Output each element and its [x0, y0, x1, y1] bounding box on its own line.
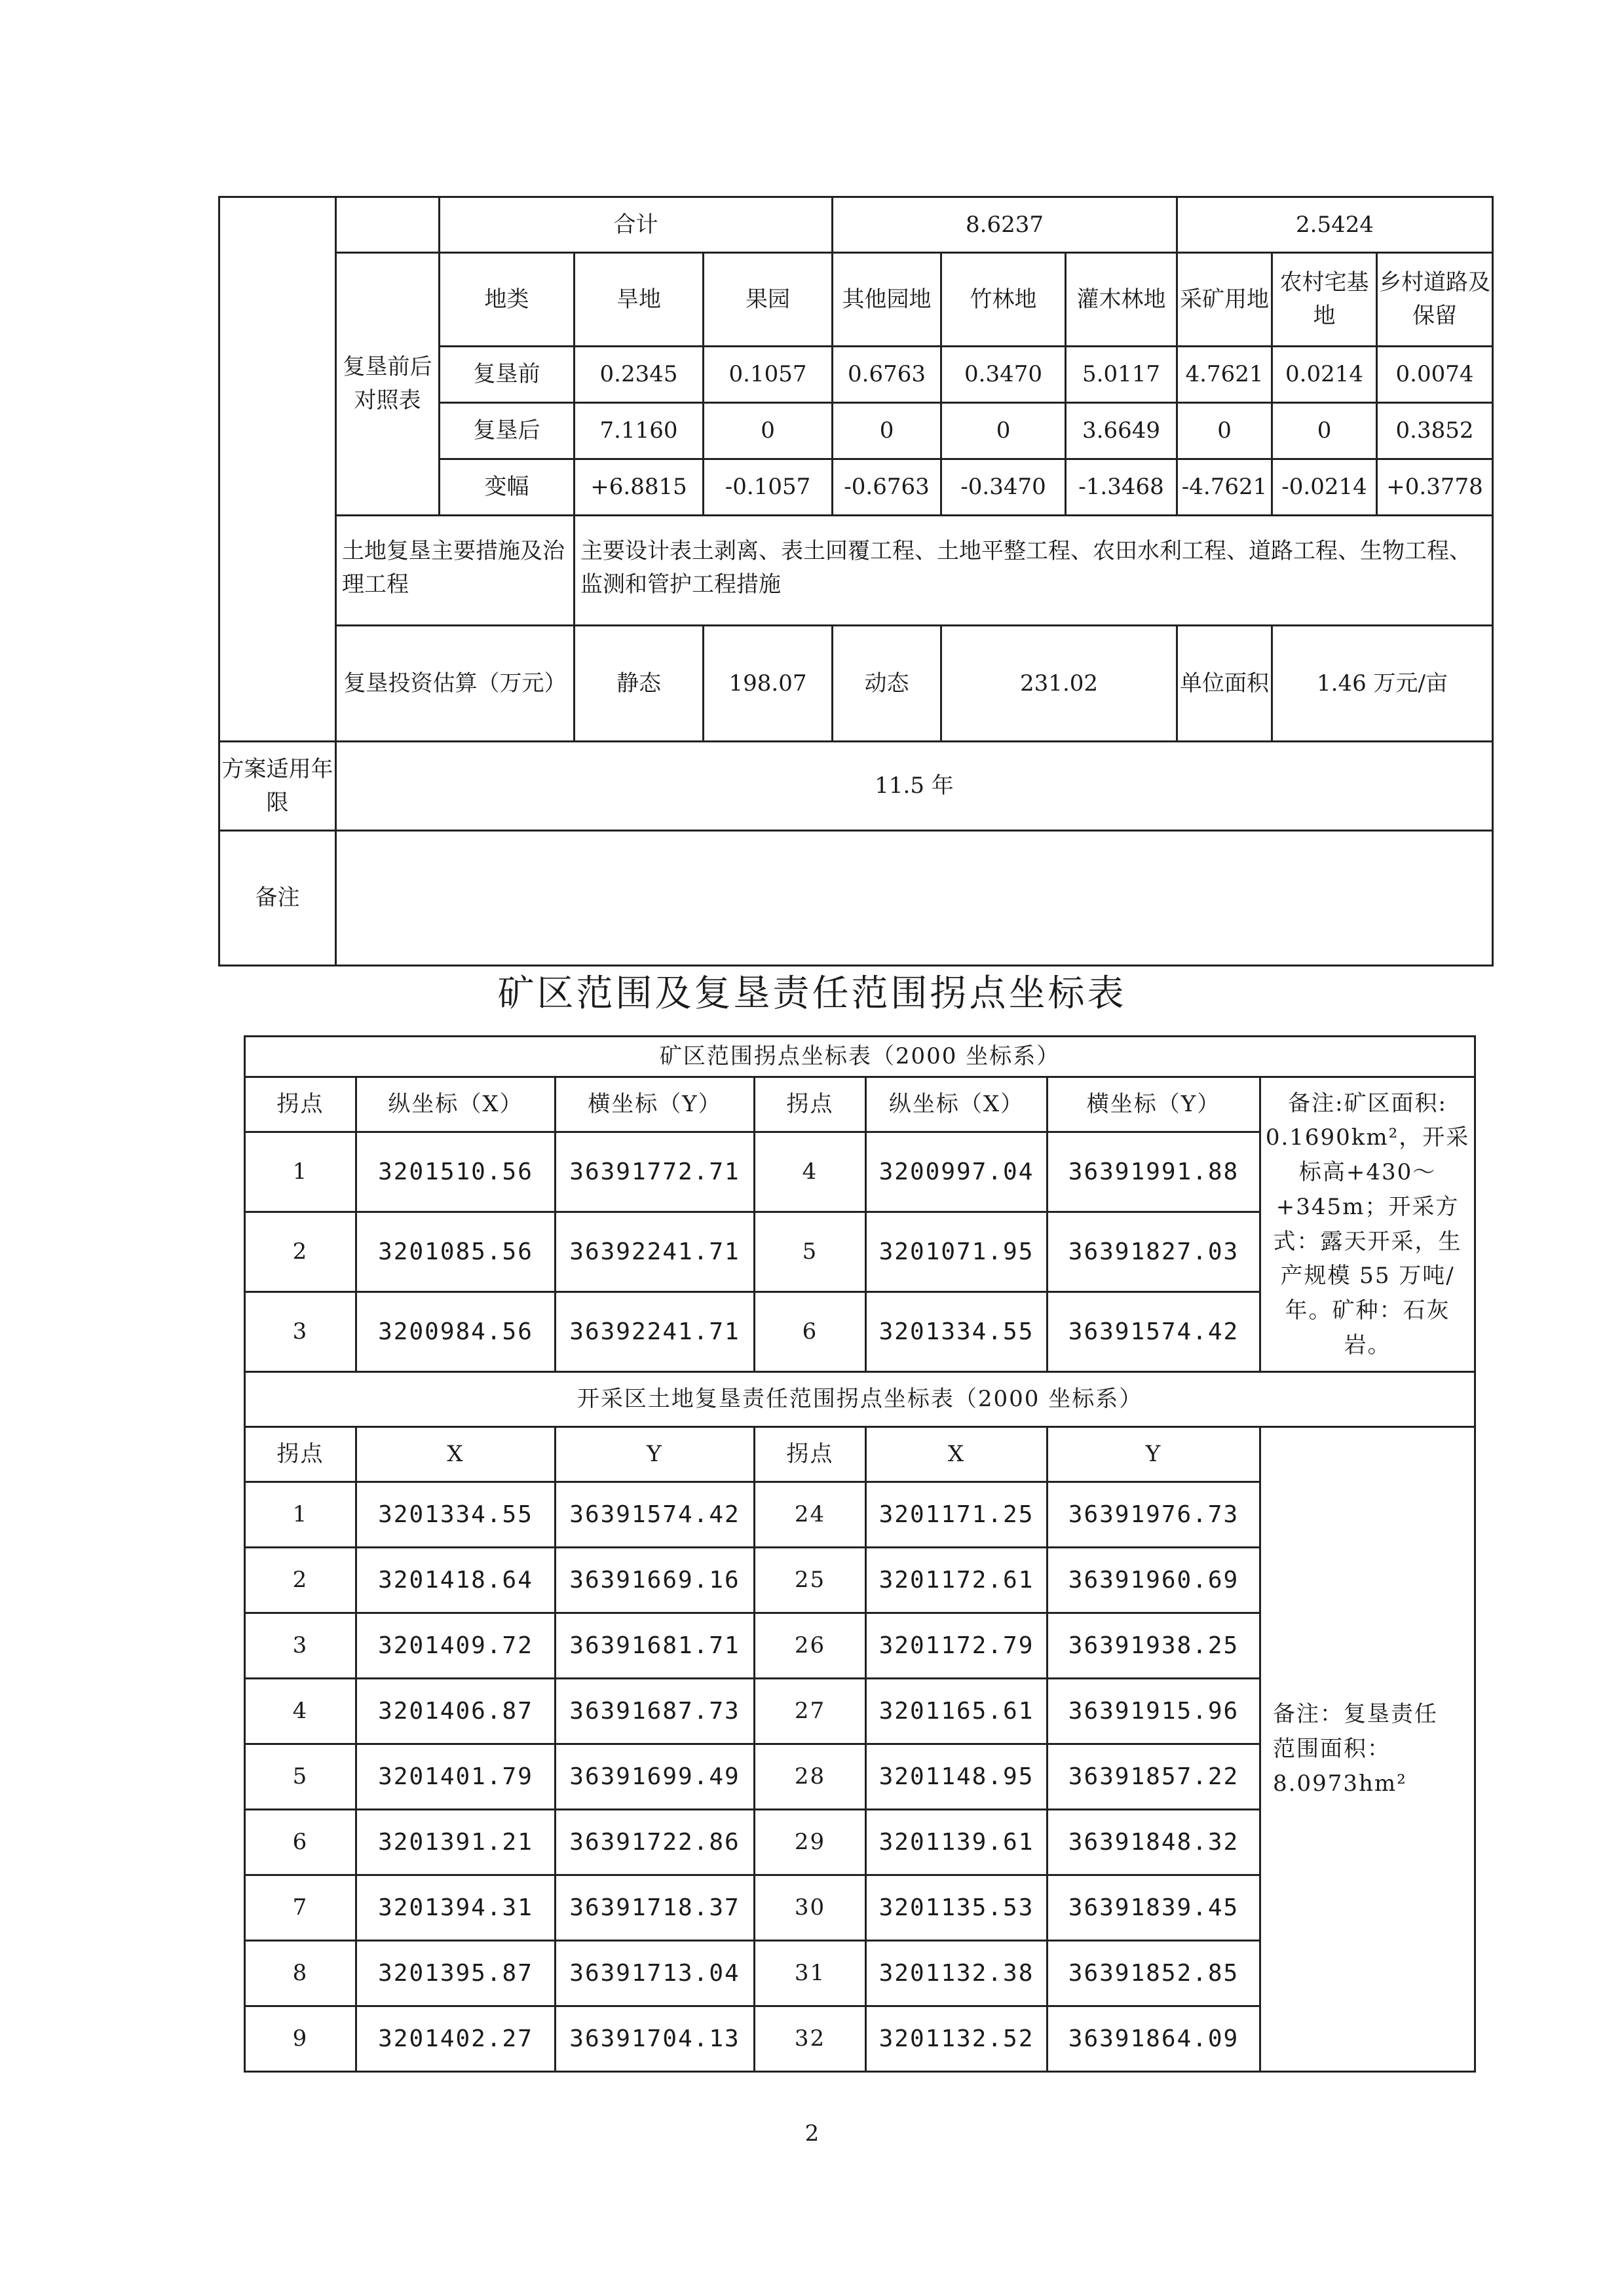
- value-cell: -0.1057: [704, 459, 833, 516]
- y-cell: 36391852.85: [1048, 1941, 1260, 2006]
- point-cell: 9: [245, 2006, 356, 2072]
- point-cell: 28: [755, 1744, 866, 1810]
- y-cell: 36391669.16: [556, 1548, 755, 1613]
- point-cell: 5: [245, 1744, 356, 1810]
- y-cell: 36391772.71: [556, 1132, 755, 1212]
- total-value-1: 8.6237: [833, 197, 1177, 253]
- unit-area-value: 1.46 万元/亩: [1272, 626, 1493, 742]
- remarks-label: 备注: [219, 831, 336, 966]
- point-cell: 5: [755, 1212, 866, 1292]
- investment-label: 复垦投资估算（万元）: [336, 626, 575, 742]
- header-cell: Y: [556, 1427, 755, 1482]
- value-cell: 0.1057: [704, 347, 833, 403]
- unit-area-label: 单位面积: [1177, 626, 1272, 742]
- x-cell: 3201135.53: [866, 1875, 1048, 1941]
- value-cell: 0.6763: [833, 347, 941, 403]
- point-cell: 1: [245, 1132, 356, 1212]
- point-cell: 8: [245, 1941, 356, 2006]
- measures-label: 土地复垦主要措施及治理工程: [336, 516, 575, 626]
- point-cell: 6: [245, 1810, 356, 1875]
- point-cell: 3: [245, 1292, 356, 1372]
- y-cell: 36391827.03: [1048, 1212, 1260, 1292]
- x-cell: 3201132.52: [866, 2006, 1048, 2072]
- y-cell: 36391976.73: [1048, 1482, 1260, 1548]
- dynamic-label: 动态: [833, 626, 941, 742]
- header-cell: 横坐标（Y）: [1048, 1077, 1260, 1132]
- header-dryland: 旱地: [575, 253, 704, 347]
- y-cell: 36391864.09: [1048, 2006, 1260, 2072]
- x-cell: 3200984.56: [356, 1292, 556, 1372]
- point-cell: 1: [245, 1482, 356, 1548]
- value-cell: 5.0117: [1066, 347, 1177, 403]
- total-row: [219, 197, 1493, 253]
- point-cell: 4: [755, 1132, 866, 1212]
- value-cell: 0: [1177, 403, 1272, 459]
- value-cell: 0.3470: [941, 347, 1066, 403]
- value-cell: 0.0214: [1272, 347, 1377, 403]
- static-value: 198.07: [704, 626, 833, 742]
- value-cell: 0.2345: [575, 347, 704, 403]
- header-cell: X: [356, 1427, 556, 1482]
- value-cell: 0.0074: [1377, 347, 1493, 403]
- y-cell: 36392241.71: [556, 1292, 755, 1372]
- y-cell: 36391681.71: [556, 1613, 755, 1679]
- x-cell: 3201402.27: [356, 2006, 556, 2072]
- outer-label-cell: [219, 197, 336, 742]
- header-cell: 横坐标（Y）: [556, 1077, 755, 1132]
- y-cell: 36391991.88: [1048, 1132, 1260, 1212]
- header-cell: 拐点: [755, 1077, 866, 1132]
- reclaim-note: 备注：复垦责任范围面积：8.0973hm²: [1260, 1427, 1475, 2072]
- header-cell: X: [866, 1427, 1048, 1482]
- point-cell: 24: [755, 1482, 866, 1548]
- value-cell: 0: [704, 403, 833, 459]
- x-cell: 3201148.95: [866, 1744, 1048, 1810]
- row-label: 变幅: [440, 459, 575, 516]
- mine-table-title: 矿区范围拐点坐标表（2000 坐标系）: [245, 1037, 1475, 1077]
- investment-row: [219, 626, 1493, 742]
- page-number: 2: [804, 2120, 820, 2147]
- value-cell: -0.0214: [1272, 459, 1377, 516]
- header-shrub: 灌木林地: [1066, 253, 1177, 347]
- y-cell: 36391857.22: [1048, 1744, 1260, 1810]
- x-cell: 3201401.79: [356, 1744, 556, 1810]
- y-cell: 36391713.04: [556, 1941, 755, 2006]
- y-cell: 36391574.42: [556, 1482, 755, 1548]
- point-cell: 29: [755, 1810, 866, 1875]
- x-cell: 3201139.61: [866, 1810, 1048, 1875]
- x-cell: 3201395.87: [356, 1941, 556, 2006]
- y-cell: 36391839.45: [1048, 1875, 1260, 1941]
- y-cell: 36391718.37: [556, 1875, 755, 1941]
- header-orchard: 果园: [704, 253, 833, 347]
- y-cell: 36391915.96: [1048, 1679, 1260, 1744]
- measures-text: 主要设计表土剥离、表土回覆工程、土地平整工程、农田水利工程、道路工程、生物工程、监测和管护工程措施: [575, 516, 1493, 626]
- y-cell: 36391848.32: [1048, 1810, 1260, 1875]
- x-cell: 3201510.56: [356, 1132, 556, 1212]
- dynamic-value: 231.02: [941, 626, 1177, 742]
- value-cell: -0.6763: [833, 459, 941, 516]
- y-cell: 36391722.86: [556, 1810, 755, 1875]
- value-cell: 7.1160: [575, 403, 704, 459]
- total-spacer-cell: [336, 197, 440, 253]
- page-title: 矿区范围及复垦责任范围拐点坐标表: [497, 972, 1127, 1015]
- x-cell: 3201406.87: [356, 1679, 556, 1744]
- x-cell: 3201391.21: [356, 1810, 556, 1875]
- point-cell: 7: [245, 1875, 356, 1941]
- total-label: 合计: [440, 197, 833, 253]
- value-cell: 0.3852: [1377, 403, 1493, 459]
- x-cell: 3201085.56: [356, 1212, 556, 1292]
- value-cell: 3.6649: [1066, 403, 1177, 459]
- measures-row: [219, 516, 1493, 626]
- x-cell: 3201334.55: [866, 1292, 1048, 1372]
- y-cell: 36391574.42: [1048, 1292, 1260, 1372]
- reclaim-title-row: [245, 1372, 1475, 1427]
- point-cell: 32: [755, 2006, 866, 2072]
- x-cell: 3201394.31: [356, 1875, 556, 1941]
- header-other-garden: 其他园地: [833, 253, 941, 347]
- point-cell: 6: [755, 1292, 866, 1372]
- reclaim-header-row: [245, 1427, 1475, 1482]
- value-cell: 0: [833, 403, 941, 459]
- value-cell: +6.8815: [575, 459, 704, 516]
- header-cell: Y: [1048, 1427, 1260, 1482]
- header-cell: 拐点: [755, 1427, 866, 1482]
- point-cell: 31: [755, 1941, 866, 2006]
- reclamation-summary-table: [218, 196, 1494, 966]
- point-cell: 27: [755, 1679, 866, 1744]
- y-cell: 36391704.13: [556, 2006, 755, 2072]
- header-land-type: 地类: [440, 253, 575, 347]
- value-cell: 0: [1272, 403, 1377, 459]
- value-cell: +0.3778: [1377, 459, 1493, 516]
- period-value: 11.5 年: [336, 742, 1493, 831]
- x-cell: 3201172.79: [866, 1613, 1048, 1679]
- row-label: 复垦前: [440, 347, 575, 403]
- x-cell: 3201409.72: [356, 1613, 556, 1679]
- comparison-section-label: 复垦前后对照表: [336, 253, 440, 516]
- header-cell: 拐点: [245, 1077, 356, 1132]
- y-cell: 36392241.71: [556, 1212, 755, 1292]
- x-cell: 3201172.61: [866, 1548, 1048, 1613]
- value-cell: 4.7621: [1177, 347, 1272, 403]
- x-cell: 3201334.55: [356, 1482, 556, 1548]
- point-cell: 2: [245, 1548, 356, 1613]
- period-label: 方案适用年限: [219, 742, 336, 831]
- x-cell: 3201165.61: [866, 1679, 1048, 1744]
- x-cell: 3201418.64: [356, 1548, 556, 1613]
- mine-note: 备注:矿区面积: 0.1690km²，开采标高+430～+345m；开采方式：露天开采，生产规模 55 万吨/年。矿种：石灰岩。: [1260, 1077, 1475, 1372]
- period-row: [219, 742, 1493, 831]
- y-cell: 36391960.69: [1048, 1548, 1260, 1613]
- remarks-value: [336, 831, 1493, 966]
- header-cell: 纵坐标（X）: [356, 1077, 556, 1132]
- y-cell: 36391938.25: [1048, 1613, 1260, 1679]
- point-cell: 2: [245, 1212, 356, 1292]
- header-cell: 拐点: [245, 1427, 356, 1482]
- header-cell: 纵坐标（X）: [866, 1077, 1048, 1132]
- mine-title-row: [245, 1037, 1475, 1077]
- header-rural-road: 乡村道路及保留: [1377, 253, 1493, 347]
- point-cell: 4: [245, 1679, 356, 1744]
- point-cell: 25: [755, 1548, 866, 1613]
- total-value-2: 2.5424: [1177, 197, 1493, 253]
- value-cell: -0.3470: [941, 459, 1066, 516]
- point-cell: 3: [245, 1613, 356, 1679]
- x-cell: 3201171.25: [866, 1482, 1048, 1548]
- static-label: 静态: [575, 626, 704, 742]
- x-cell: 3201071.95: [866, 1212, 1048, 1292]
- header-homestead: 农村宅基地: [1272, 253, 1377, 347]
- header-bamboo: 竹林地: [941, 253, 1066, 347]
- coordinate-table: [244, 1035, 1476, 2073]
- remarks-row: [219, 831, 1493, 966]
- header-mining: 采矿用地: [1177, 253, 1272, 347]
- y-cell: 36391699.49: [556, 1744, 755, 1810]
- value-cell: -4.7621: [1177, 459, 1272, 516]
- x-cell: 3201132.38: [866, 1941, 1048, 2006]
- point-cell: 26: [755, 1613, 866, 1679]
- reclaim-table-title: 开采区土地复垦责任范围拐点坐标表（2000 坐标系）: [245, 1372, 1475, 1427]
- row-label: 复垦后: [440, 403, 575, 459]
- value-cell: -1.3468: [1066, 459, 1177, 516]
- comparison-header-row: [219, 253, 1493, 347]
- x-cell: 3200997.04: [866, 1132, 1048, 1212]
- y-cell: 36391687.73: [556, 1679, 755, 1744]
- value-cell: 0: [941, 403, 1066, 459]
- point-cell: 30: [755, 1875, 866, 1941]
- mine-header-row: [245, 1077, 1475, 1132]
